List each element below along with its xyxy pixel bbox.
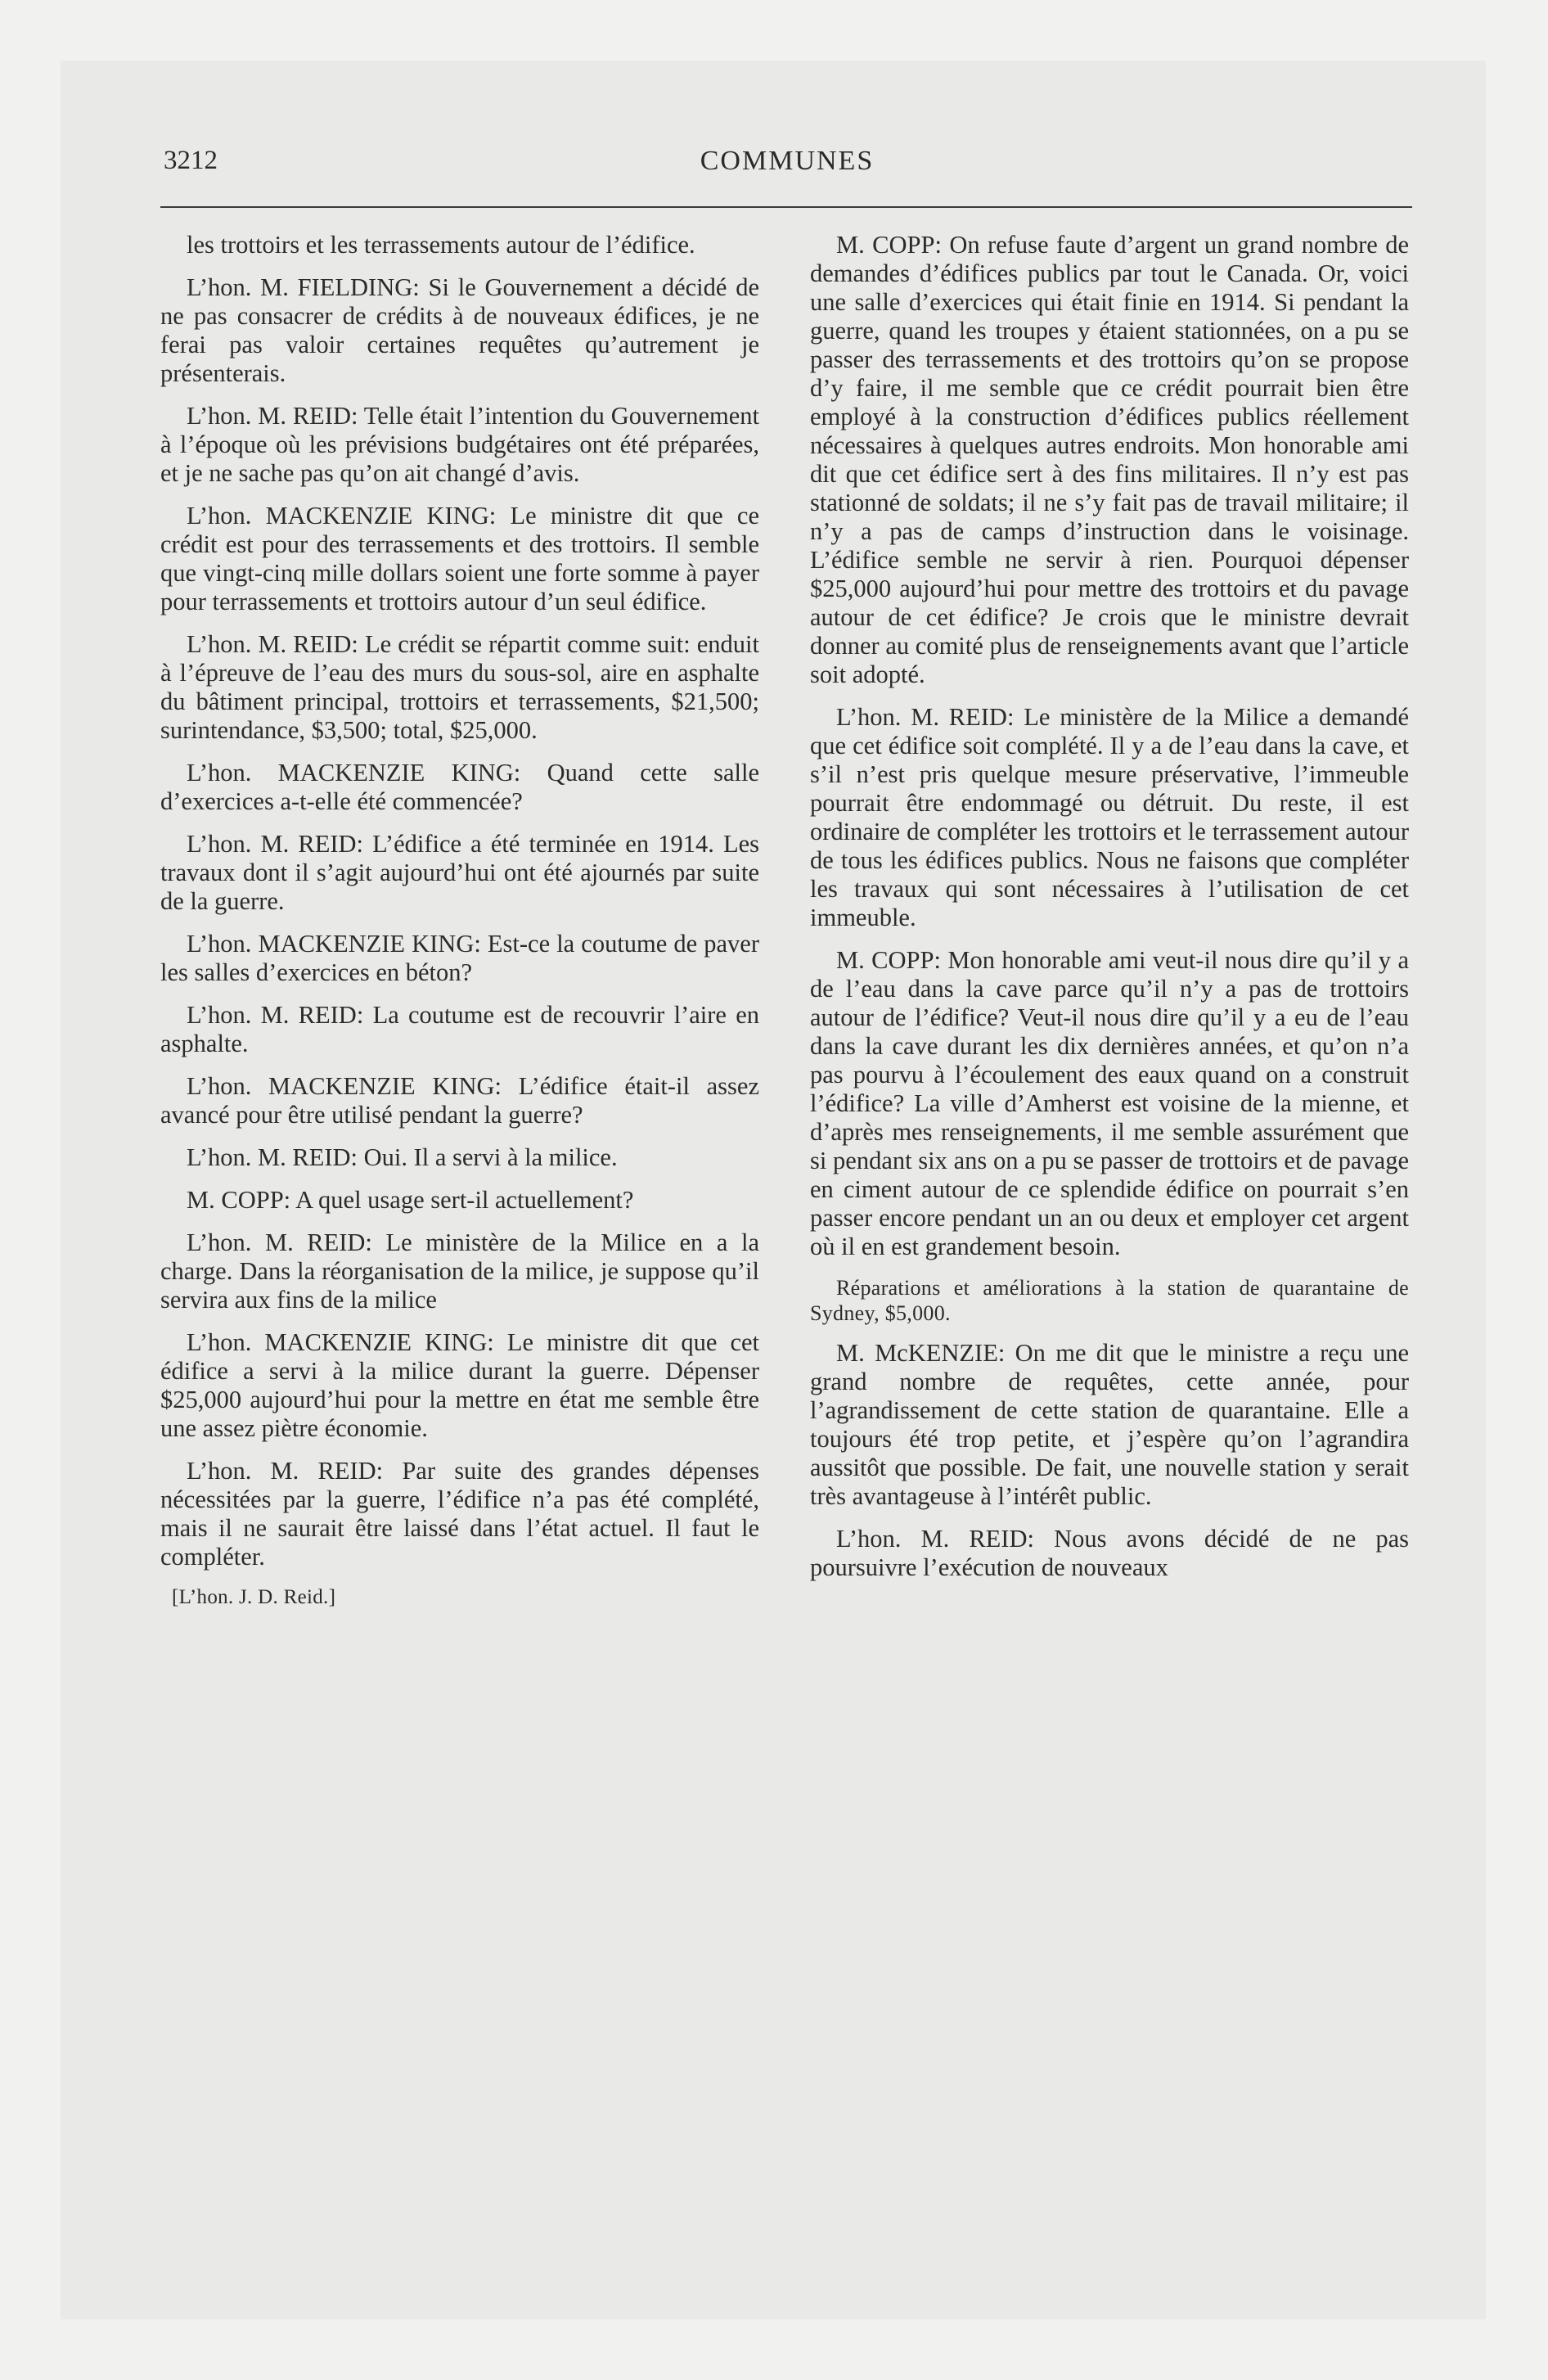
paragraph: M. COPP: Mon honorable ami veut-il nous dire qu’il y a de l’eau dans la cave parce qu’il n’y a pas de trottoirs autour de l’édifice? Veut-il nous dire qu’il y a eu de l’eau dans la cave durant les dix dernières années, et qu’on n’a pas pourvu à l’écoulement des eaux quand on a construit l’édifice? La ville d’Amherst est voisine de la mienne, et d’après mes renseignements, il me semble assurément que si pendant six ans on a pu se passer de trottoirs et de pavage en ciment autour de ce splendide édifice on pourrait s’en passer encore pendant un an ou deux et employer cet argent où il en est grandement besoin. [810, 946, 1409, 1260]
budget-item-heading: Réparations et améliorations à la station de quarantaine de Sydney, $5,000. [810, 1276, 1409, 1325]
paragraph: L’hon. M. REID: Le ministère de la Milice a demandé que cet édifice soit complété. Il y a de l’eau dans la cave, et s’il n’est pris quelque mesure préservative, l’immeuble pourrait être endommagé ou détruit. Du reste, il est ordinaire de compléter les trottoirs et le terrassement autour de tous les édifices publics. Nous ne faisons que compléter les travaux qui sont nécessaires à l’utilisation de cet immeuble. [810, 703, 1409, 931]
paragraph: L’hon. MACKENZIE KING: L’édifice était-il assez avancé pour être utilisé pendant la guerre? [160, 1072, 759, 1129]
paragraph: L’hon. MACKENZIE KING: Le ministre dit que ce crédit est pour des terrassements et des trottoirs. Il semble que vingt-cinq mille dollars soient une forte somme à payer pour terrassements et trottoirs autour d’un seul édifice. [160, 502, 759, 615]
paragraph: L’hon. M. REID: Le crédit se répartit comme suit: enduit à l’épreuve de l’eau des murs du sous-sol, aire en asphalte du bâtiment principal, trottoirs et terrassements, $21,500; surintendance, $3,500; total, $25,000. [160, 630, 759, 744]
paragraph: L’hon. MACKENZIE KING: Quand cette salle d’exercices a-t-elle été commencée? [160, 759, 759, 815]
header-rule [160, 206, 1412, 208]
right-column [810, 231, 1409, 1596]
left-column [160, 231, 759, 1610]
paragraph: L’hon. M. REID: Telle était l’intention du Gouvernement à l’époque où les prévisions budgétaires ont été préparées, et je ne sache pas qu’on ait changé d’avis. [160, 402, 759, 487]
page-number: 3212 [164, 146, 218, 175]
paragraph: M. COPP: A quel usage sert-il actuellement? [187, 1186, 634, 1214]
page-header [164, 146, 1411, 187]
paragraph: L’hon. M. FIELDING: Si le Gouvernement a décidé de ne pas consacrer de crédits à de nouveaux édifices, je ne ferai pas valoir certaines requêtes qu’autrement je présenterais. [160, 273, 759, 387]
paragraph: L’hon. M. REID: Par suite des grandes dépenses nécessitées par la guerre, l’édifice n’a pas été complété, mais il ne saurait être laissé dans l’état actuel. Il faut le compléter. [160, 1457, 759, 1571]
paragraph: M. COPP: On refuse faute d’argent un grand nombre de demandes d’édifices publics par tout le Canada. Or, voici une salle d’exercices qui était finie en 1914. Si pendant la guerre, quand les troupes y étaient stationnées, on a pu se passer des terrassements et des trottoirs qu’on se propose d’y faire, il me semble que ce crédit pourrait bien être employé à la construction d’édifices publics réellement nécessaires à quelques autres endroits. Mon honorable ami dit que cet édifice sert à des fins militaires. Il n’y est pas stationné de soldats; il ne s’y fait pas de travail militaire; il n’y a pas de camps d’instruction dans le voisinage. L’édifice semble ne servir à rien. Pourquoi dépenser $25,000 aujourd’hui pour mettre des trottoirs et du pavage autour de cet édifice? Je crois que le ministre devrait donner au comité plus de renseignements avant que l’article soit adopté. [810, 231, 1409, 688]
speaker-footer: [L’hon. J. D. Reid.] [172, 1586, 336, 1608]
paragraph: L’hon. MACKENZIE KING: Le ministre dit que cet édifice a servi à la milice durant la guerre. Dépenser $25,000 aujourd’hui pour la mettre en état me semble être une assez piètre économie. [160, 1328, 759, 1442]
paragraph: M. McKENZIE: On me dit que le ministre a reçu une grand nombre de requêtes, cette année, pour l’agrandissement de cette station de quarantaine. Elle a toujours été trop petite, et j’espère qu’on l’agrandira aussitôt que possible. De fait, une nouvelle station y serait très avantageuse à l’intérêt public. [810, 1339, 1409, 1510]
paragraph: L’hon. M. REID: L’édifice a été terminée en 1914. Les travaux dont il s’agit aujourd’hui ont été ajournés par suite de la guerre. [160, 830, 759, 915]
running-head: COMMUNES [700, 146, 875, 176]
paragraph: L’hon. M. REID: Nous avons décidé de ne pas poursuivre l’exécution de nouveaux [810, 1525, 1409, 1581]
paragraph: L’hon. M. REID: Oui. Il a servi à la milice. [187, 1143, 618, 1171]
paragraph: L’hon. M. REID: La coutume est de recouvrir l’aire en asphalte. [160, 1001, 759, 1057]
paragraph: les trottoirs et les terrassements autour de l’édifice. [187, 231, 695, 259]
paragraph: L’hon. M. REID: Le ministère de la Milice en a la charge. Dans la réorganisation de la milice, je suppose qu’il servira aux fins de la milice [160, 1228, 759, 1314]
paragraph: L’hon. MACKENZIE KING: Est-ce la coutume de paver les salles d’exercices en béton? [160, 930, 759, 986]
